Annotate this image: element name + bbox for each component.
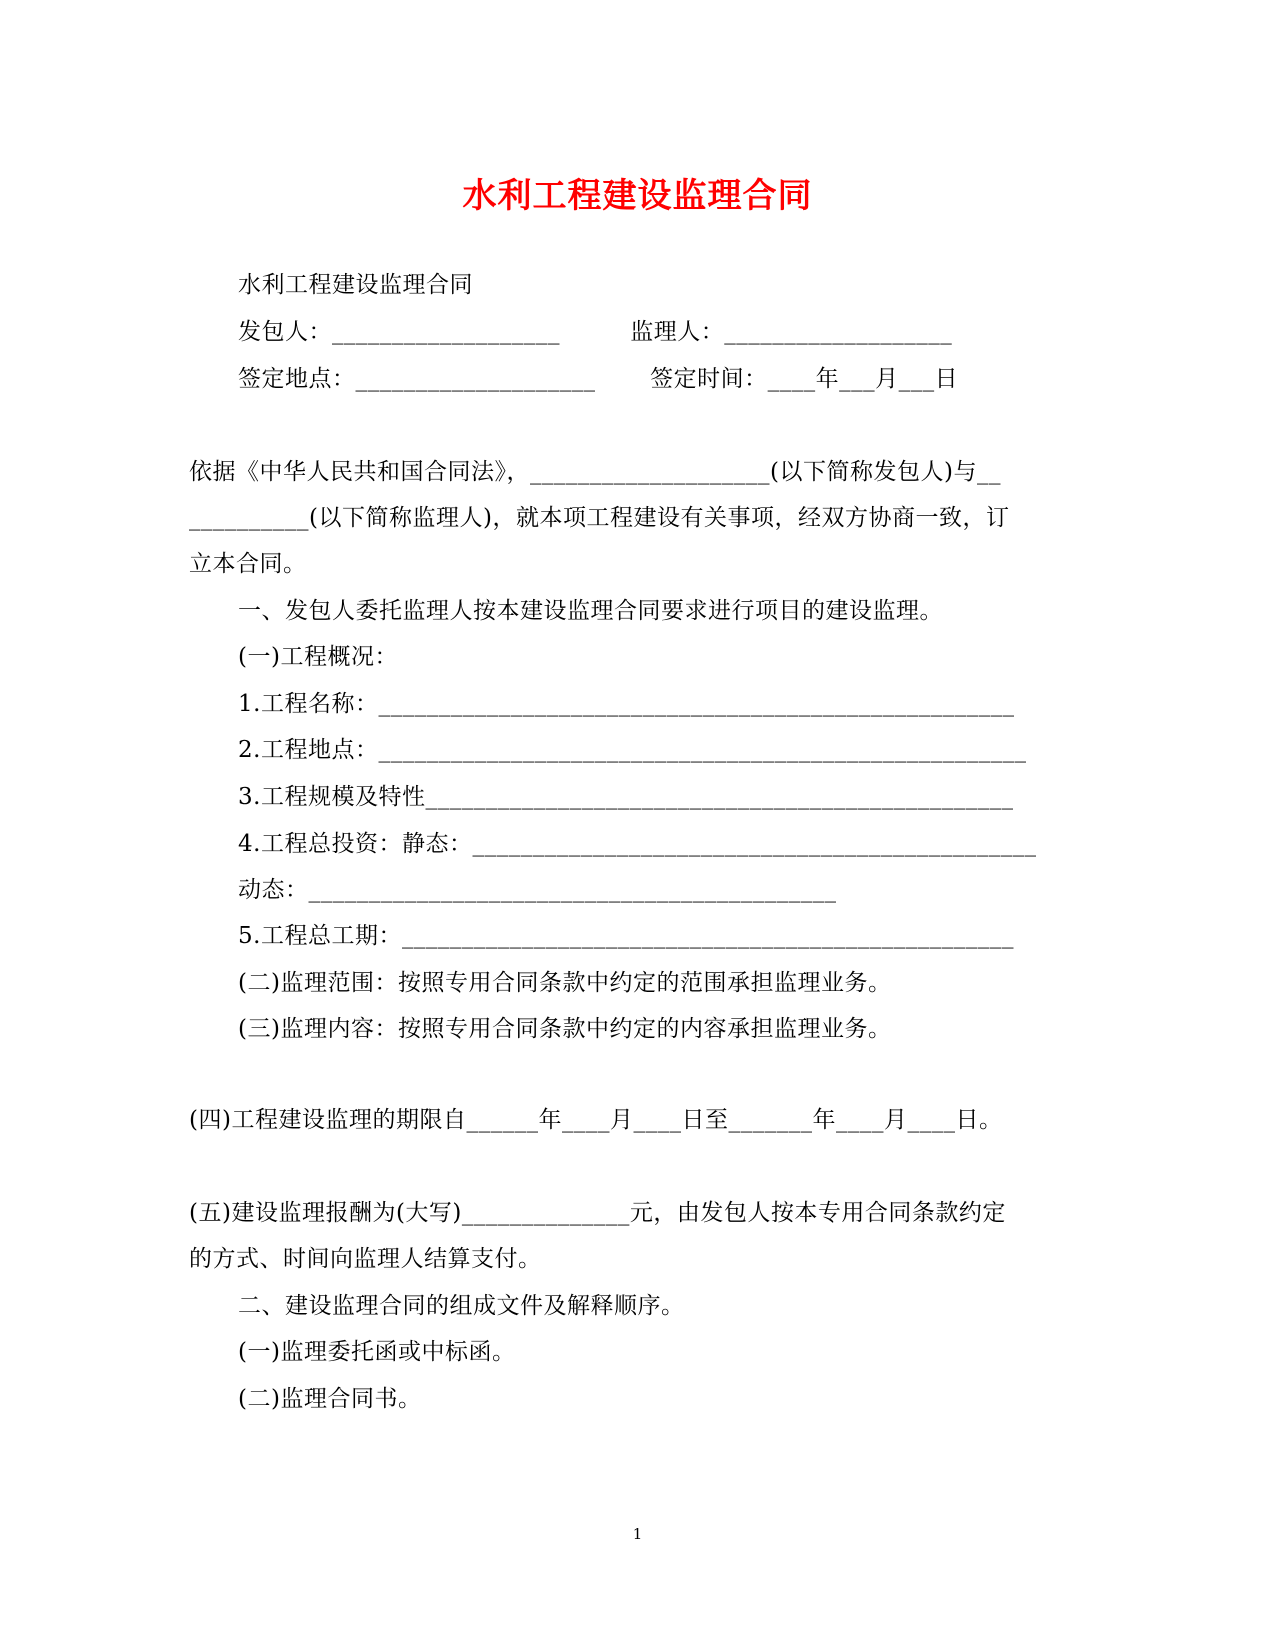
- contract-name-line: 水利工程建设监理合同: [238, 272, 473, 298]
- project-overview-heading: (一)工程概况：: [238, 644, 398, 670]
- supervision-period: (四)工程建设监理的期限自______年____月____日至_______年____月____日。: [189, 1107, 1003, 1133]
- section-2-heading: 二、建设监理合同的组成文件及解释顺序。: [238, 1293, 685, 1319]
- signing-info-line: 签定地点：____________________ 签定时间：____年___月___日: [238, 366, 959, 392]
- supervision-scope: (二)监理范围：按照专用合同条款中约定的范围承担监理业务。: [238, 970, 892, 996]
- remuneration-line-2: 的方式、时间向监理人结算支付。: [189, 1246, 542, 1272]
- project-name-field: 1.工程名称：_____________________________________________________: [238, 691, 1015, 717]
- preamble-line-3: 立本合同。: [189, 551, 307, 577]
- remuneration-line-1: (五)建设监理报酬为(大写)______________元，由发包人按本专用合同条款约定: [189, 1200, 1006, 1226]
- page-number: 1: [632, 1525, 643, 1543]
- document-item-1: (一)监理委托函或中标函。: [238, 1339, 516, 1365]
- supervision-content: (三)监理内容：按照专用合同条款中约定的内容承担监理业务。: [238, 1016, 892, 1042]
- document-title: 水利工程建设监理合同: [462, 176, 813, 216]
- document-item-2: (二)监理合同书。: [238, 1386, 422, 1412]
- construction-period-field: 5.工程总工期：___________________________________________________: [238, 923, 1014, 949]
- parties-line: 发包人：___________________ 监理人：___________________: [238, 319, 953, 345]
- preamble-line-1: 依据《中华人民共和国合同法》，____________________(以下简称发包人)与__: [189, 459, 1001, 485]
- preamble-line-2: __________(以下简称监理人)，就本项工程建设有关事项，经双方协商一致，订: [189, 505, 1010, 531]
- project-scale-field: 3.工程规模及特性_________________________________________________: [238, 784, 1014, 810]
- static-investment-field: 4.工程总投资：静态：_______________________________________________: [238, 831, 1037, 857]
- section-1-heading: 一、发包人委托监理人按本建设监理合同要求进行项目的建设监理。: [238, 598, 943, 624]
- project-location-field: 2.工程地点：______________________________________________________: [238, 737, 1027, 763]
- dynamic-investment-field: 动态：____________________________________________: [238, 877, 837, 903]
